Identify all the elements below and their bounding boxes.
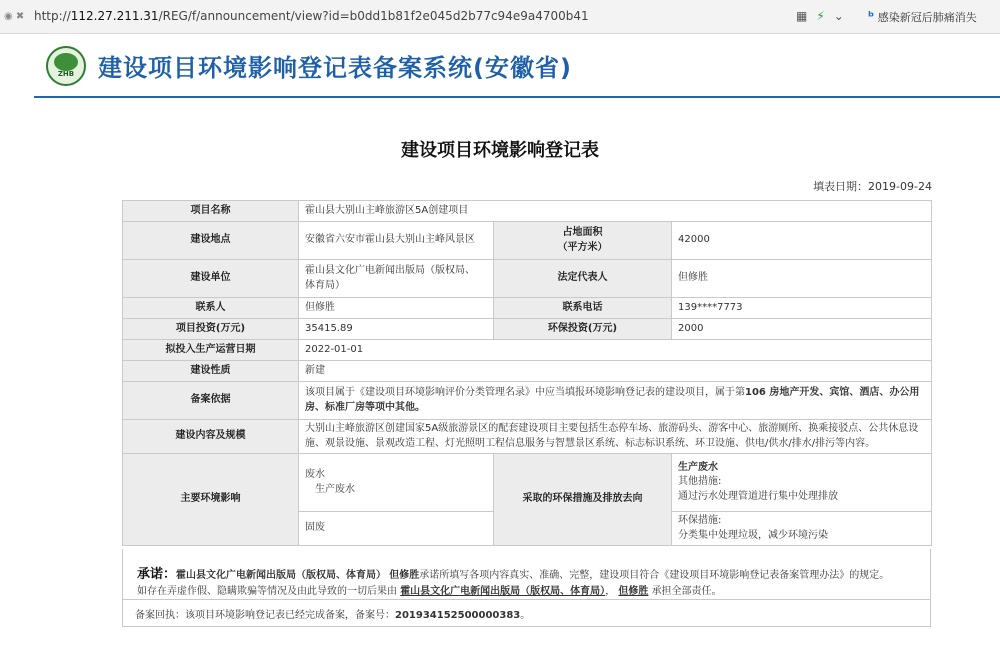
table-row <box>123 454 932 512</box>
content-label: 建设内容及规模 <box>123 420 299 454</box>
chevron-down-icon[interactable]: ⌄ <box>833 9 844 23</box>
content-value: 大别山主峰旅游区创建国家5A级旅游景区的配套建设项目主要包括生态停车场、旅游码头、游客中心、旅游厕所、换乘接驳点、公共休息设施、观景设施、景观改造工程、灯光照明工程信息服务与智慧景区系统、标志标识系统、环卫设施、供电/供水/排水/排污等内容。 <box>299 420 932 454</box>
location-value: 安徽省六安市霍山县大别山主峰风景区 <box>299 222 494 260</box>
record-end: 。 <box>520 610 531 621</box>
logo-emblem-icon <box>54 53 78 71</box>
commitment-line1 <box>137 563 889 582</box>
basis-category: 106 房地产开发、宾馆、酒店、办公用房、标准厂房等项中其他。 <box>305 387 920 413</box>
record-number: 201934152500000383 <box>395 610 521 621</box>
measure-1-title: 生产废水 <box>678 461 718 473</box>
impact-solid-waste: 固废 <box>299 512 494 546</box>
table-row <box>123 260 932 298</box>
legal-rep-value: 但修胜 <box>672 260 932 298</box>
url-prefix: http:// <box>34 9 71 23</box>
site-logo <box>46 46 86 86</box>
measure-2-label: 环保措施: <box>678 515 722 526</box>
nature-value: 新建 <box>299 361 932 382</box>
unit-line1: 霍山县文化广电新闻出版局（版权局、 <box>305 265 475 276</box>
env-investment-value: 2000 <box>672 319 932 340</box>
env-investment-label: 环保投资(万元) <box>494 319 672 340</box>
measure-solid-waste <box>672 512 932 546</box>
unit-value <box>299 260 494 298</box>
commitment-text2a: 如存在弄虚作假、隐瞒欺骗等情况及由此导致的一切后果由 <box>137 586 397 597</box>
url-host: 112.27.211.31 <box>70 9 159 23</box>
table-row <box>123 319 932 340</box>
address-bar-tools <box>796 9 853 23</box>
search-hint: 感染新冠后肺痛消失 <box>877 11 977 24</box>
fill-date: 填表日期：2019-09-24 <box>813 180 932 193</box>
header-divider <box>34 96 1000 98</box>
phone-value: 139****7773 <box>672 298 932 319</box>
table-row <box>123 298 932 319</box>
url-path: /REG/f/announcement/view?id=b0dd1b81f2e045d2b77c94e9a4700b41 <box>158 9 589 23</box>
basis-value <box>299 382 932 420</box>
page-title: 建设项目环境影响登记表 <box>401 140 599 161</box>
commitment-person-underlined: 但修胜 <box>618 586 649 597</box>
area-label-line1: 占地面积 <box>562 227 603 238</box>
table-row <box>123 382 932 420</box>
commitment-text2c: 承担全部责任。 <box>651 586 722 597</box>
commitment-box <box>122 549 931 600</box>
unit-line2: 体育局） <box>305 279 345 291</box>
nature-label: 建设性质 <box>123 361 299 382</box>
grid-icon[interactable]: ▦ <box>796 9 808 23</box>
address-bar <box>0 0 1000 34</box>
commitment-org-underlined: 霍山县文化广电新闻出版局（版权局、体育局） <box>400 586 606 597</box>
bing-icon: ᵇ <box>868 10 875 25</box>
contact-label: 联系人 <box>123 298 299 319</box>
contact-value: 但修胜 <box>299 298 494 319</box>
project-name-value: 霍山县大别山主峰旅游区5A创建项目 <box>299 201 932 222</box>
table-row <box>123 361 932 382</box>
site-title: 建设项目环境影响登记表备案系统(安徽省) <box>98 54 572 82</box>
commitment-line2 <box>137 582 722 597</box>
measures-label: 采取的环保措施及排放去向 <box>494 454 672 546</box>
table-row <box>123 340 932 361</box>
location-label: 建设地点 <box>123 222 299 260</box>
area-label <box>494 222 672 260</box>
impact-1-sub: 生产废水 <box>315 483 355 495</box>
table-row <box>123 201 932 222</box>
measure-wastewater <box>672 454 932 512</box>
basis-text: 该项目属于《建设项目环境影响评价分类管理名录》中应当填报环境影响登记表的建设项目，属于第 <box>305 387 745 398</box>
unit-label: 建设单位 <box>123 260 299 298</box>
commitment-org: 霍山县文化广电新闻出版局（版权局、体育局） <box>176 570 387 581</box>
area-value: 42000 <box>672 222 932 260</box>
measure-1-sub-label: 其他措施: <box>678 476 722 488</box>
measure-2-value: 分类集中处理垃圾，减少环境污染 <box>678 529 828 541</box>
phone-label: 联系电话 <box>494 298 672 319</box>
url-field[interactable] <box>34 9 589 23</box>
commitment-lead: 承诺： <box>137 567 177 582</box>
investment-value: 35415.89 <box>299 319 494 340</box>
table-row <box>123 420 932 454</box>
record-text: 备案回执：该项目环境影响登记表已经完成备案，备案号： <box>135 610 395 621</box>
project-name-label: 项目名称 <box>123 201 299 222</box>
lightning-icon[interactable]: ⚡ <box>816 9 825 23</box>
legal-rep-label: 法定代表人 <box>494 260 672 298</box>
commitment-person: 但修胜 <box>389 570 420 581</box>
search-box[interactable] <box>868 9 977 25</box>
commitment-text2b: ， <box>605 586 616 597</box>
registration-table <box>122 200 932 546</box>
record-receipt <box>122 600 931 627</box>
commitment-text1: 承诺所填写各项内容真实、准确、完整，建设项目符合《建设项目环境影响登记表备案管理办法》的规定。 <box>419 570 890 581</box>
start-date-label: 拟投入生产运营日期 <box>123 340 299 361</box>
investment-label: 项目投资(万元) <box>123 319 299 340</box>
start-date-value: 2022-01-01 <box>299 340 932 361</box>
table-row <box>123 222 932 260</box>
impact-label: 主要环境影响 <box>123 454 299 546</box>
logo-text: ZHB <box>57 70 75 78</box>
impact-1-title: 废水 <box>305 469 325 480</box>
compat-mode-icon[interactable]: ◉ ✖ <box>4 11 25 22</box>
measure-1-sub: 通过污水处理管道进行集中处理排放 <box>678 490 838 502</box>
area-label-line2: （平方米） <box>557 241 608 253</box>
basis-label: 备案依据 <box>123 382 299 420</box>
impact-wastewater <box>299 454 494 512</box>
